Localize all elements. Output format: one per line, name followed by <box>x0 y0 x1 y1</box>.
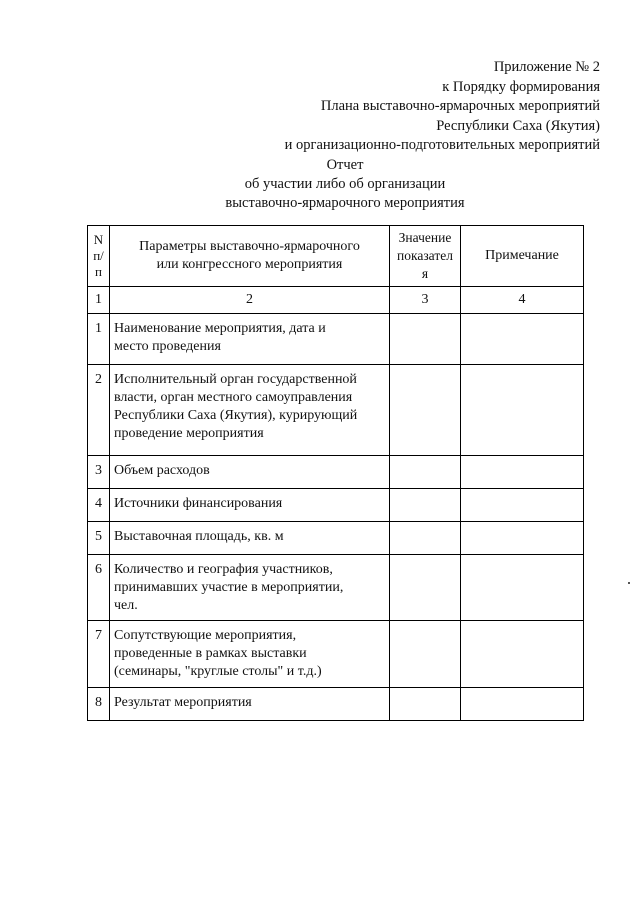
column-number: 4 <box>461 287 584 314</box>
table-row <box>88 365 584 456</box>
appendix-line: Республики Саха (Якутия) <box>436 117 600 134</box>
header-note: Примечание <box>461 226 584 287</box>
row-parameter: Результат мероприятия <box>110 688 390 721</box>
row-number: 8 <box>88 688 110 721</box>
row-note <box>461 688 584 721</box>
row-value <box>390 555 461 621</box>
row-note <box>461 365 584 456</box>
row-parameter: Наименование мероприятия, дата и место проведения <box>110 314 390 365</box>
row-value <box>390 489 461 522</box>
row-value <box>390 314 461 365</box>
scan-speck <box>628 582 630 584</box>
row-number: 3 <box>88 456 110 489</box>
row-parameter: Источники финансирования <box>110 489 390 522</box>
appendix-header <box>285 58 600 156</box>
appendix-line: Приложение № 2 <box>493 59 600 75</box>
table-row <box>88 456 584 489</box>
row-number: 1 <box>88 314 110 365</box>
row-note <box>461 555 584 621</box>
table-row <box>88 489 584 522</box>
row-parameter: Количество и география участников, принимавших участие в мероприятии, чел. <box>110 555 390 621</box>
row-number: 4 <box>88 489 110 522</box>
column-number: 1 <box>88 287 110 314</box>
table-row <box>88 688 584 721</box>
column-number: 2 <box>110 287 390 314</box>
row-note <box>461 621 584 688</box>
table-row <box>88 555 584 621</box>
table-row <box>88 522 584 555</box>
row-value <box>390 365 461 456</box>
row-number: 6 <box>88 555 110 621</box>
appendix-line: к Порядку формирования <box>442 78 600 95</box>
title-line: об участии либо об организации <box>244 176 446 192</box>
column-number: 3 <box>390 287 461 314</box>
row-note <box>461 456 584 489</box>
header-number: N п/ п <box>88 226 110 287</box>
table-header-row <box>88 226 584 287</box>
report-table <box>87 225 584 721</box>
document-title <box>0 156 640 213</box>
row-number: 5 <box>88 522 110 555</box>
title-line: выставочно-ярмарочного мероприятия <box>225 195 465 211</box>
row-number: 7 <box>88 621 110 688</box>
row-value <box>390 456 461 489</box>
title-line: Отчет <box>326 157 364 173</box>
row-value <box>390 522 461 555</box>
column-number-row <box>88 287 584 314</box>
row-parameter: Объем расходов <box>110 456 390 489</box>
row-parameter: Сопутствующие мероприятия, проведенные в рамках выставки (семинары, "круглые столы" и т.д.) <box>110 621 390 688</box>
table-row <box>88 621 584 688</box>
appendix-line: Плана выставочно-ярмарочных мероприятий <box>320 98 600 114</box>
header-value: Значение показател я <box>390 226 461 287</box>
row-note <box>461 522 584 555</box>
row-number: 2 <box>88 365 110 456</box>
header-parameters: Параметры выставочно-ярмарочного или конгрессного мероприятия <box>110 226 390 287</box>
row-value <box>390 688 461 721</box>
row-note <box>461 489 584 522</box>
row-value <box>390 621 461 688</box>
row-parameter: Исполнительный орган государственной власти, орган местного самоуправления Республики Саха (Якутия), курирующий проведение мероприятия <box>110 365 390 456</box>
table-row <box>88 314 584 365</box>
appendix-line: и организационно-подготовительных мероприятий <box>284 137 600 153</box>
row-note <box>461 314 584 365</box>
row-parameter: Выставочная площадь, кв. м <box>110 522 390 555</box>
